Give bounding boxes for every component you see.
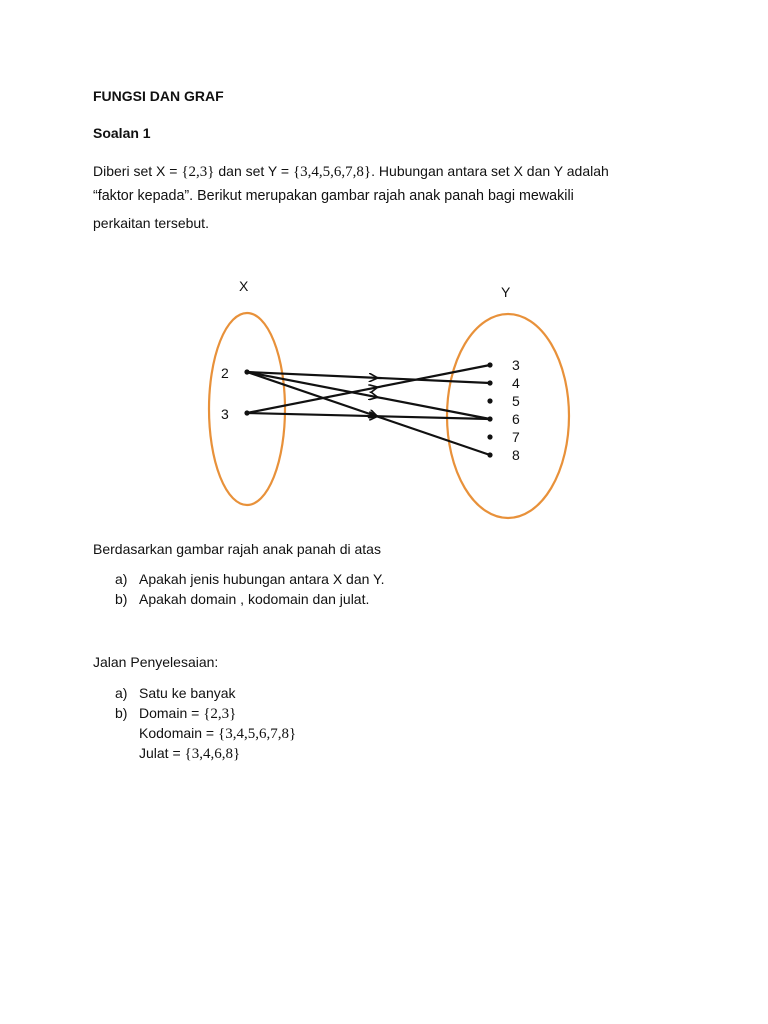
answer-b-label: b) — [115, 705, 128, 721]
kodomain-label: Kodomain = — [139, 725, 218, 741]
x-element-dot-2 — [244, 369, 249, 374]
set-y-value: {3,4,5,6,7,8} — [292, 164, 372, 180]
question-b-text: Apakah domain , kodomain dan julat. — [139, 591, 370, 607]
y-element-dot-4 — [487, 380, 492, 385]
y-element-label-4: 4 — [512, 375, 520, 391]
x-element-label-2: 2 — [221, 365, 229, 381]
set-y-label: Y — [501, 284, 511, 300]
answer-a — [115, 685, 236, 701]
intro-text-a: Diberi set X = — [93, 163, 182, 179]
intro-line-3: perkaitan tersebut. — [93, 215, 209, 231]
y-element-label-7: 7 — [512, 429, 520, 445]
y-element-label-6: 6 — [512, 411, 520, 427]
question-title: Soalan 1 — [93, 125, 151, 141]
answer-a-text: Satu ke banyak — [139, 685, 236, 701]
intro-text-b: dan set Y = — [214, 163, 293, 179]
y-element-label-3: 3 — [512, 357, 520, 373]
set-x-value: {2,3} — [181, 164, 215, 180]
intro-line-2: “faktor kepada”. Berikut merupakan gambar rajah anak panah bagi mewakili — [93, 188, 574, 204]
question-a-text: Apakah jenis hubungan antara X dan Y. — [139, 571, 385, 587]
solution-title: Jalan Penyelesaian: — [93, 654, 219, 670]
y-element-dot-8 — [487, 452, 492, 457]
julat-value: {3,4,6,8} — [184, 746, 241, 762]
y-element-label-8: 8 — [512, 447, 520, 463]
domain-value: {2,3} — [203, 706, 237, 722]
intro-text-c: . Hubungan antara set X dan Y adalah — [371, 163, 609, 179]
answer-b-kodomain — [139, 725, 296, 742]
answer-a-label: a) — [115, 685, 128, 701]
diagram-prompt: Berdasarkan gambar rajah anak panah di atas — [93, 541, 381, 557]
set-y-ellipse — [447, 314, 569, 518]
x-element-label-3: 3 — [221, 406, 229, 422]
y-element-dot-7 — [487, 434, 492, 439]
question-a — [115, 571, 384, 587]
answer-b-domain — [115, 705, 236, 722]
question-b — [115, 591, 369, 607]
page-heading: FUNGSI DAN GRAF — [93, 88, 224, 104]
set-x-label: X — [239, 278, 249, 294]
question-a-label: a) — [115, 571, 128, 587]
y-element-label-5: 5 — [512, 393, 520, 409]
x-element-dot-3 — [244, 410, 249, 415]
answer-b-julat — [139, 745, 240, 762]
arrow-2-to-6 — [247, 372, 490, 419]
y-element-dot-5 — [487, 398, 492, 403]
question-b-label: b) — [115, 591, 128, 607]
domain-label: Domain = — [139, 705, 204, 721]
y-element-dot-6 — [487, 416, 492, 421]
y-element-dot-3 — [487, 362, 492, 367]
kodomain-value: {3,4,5,6,7,8} — [218, 726, 297, 742]
julat-label: Julat = — [139, 745, 185, 761]
